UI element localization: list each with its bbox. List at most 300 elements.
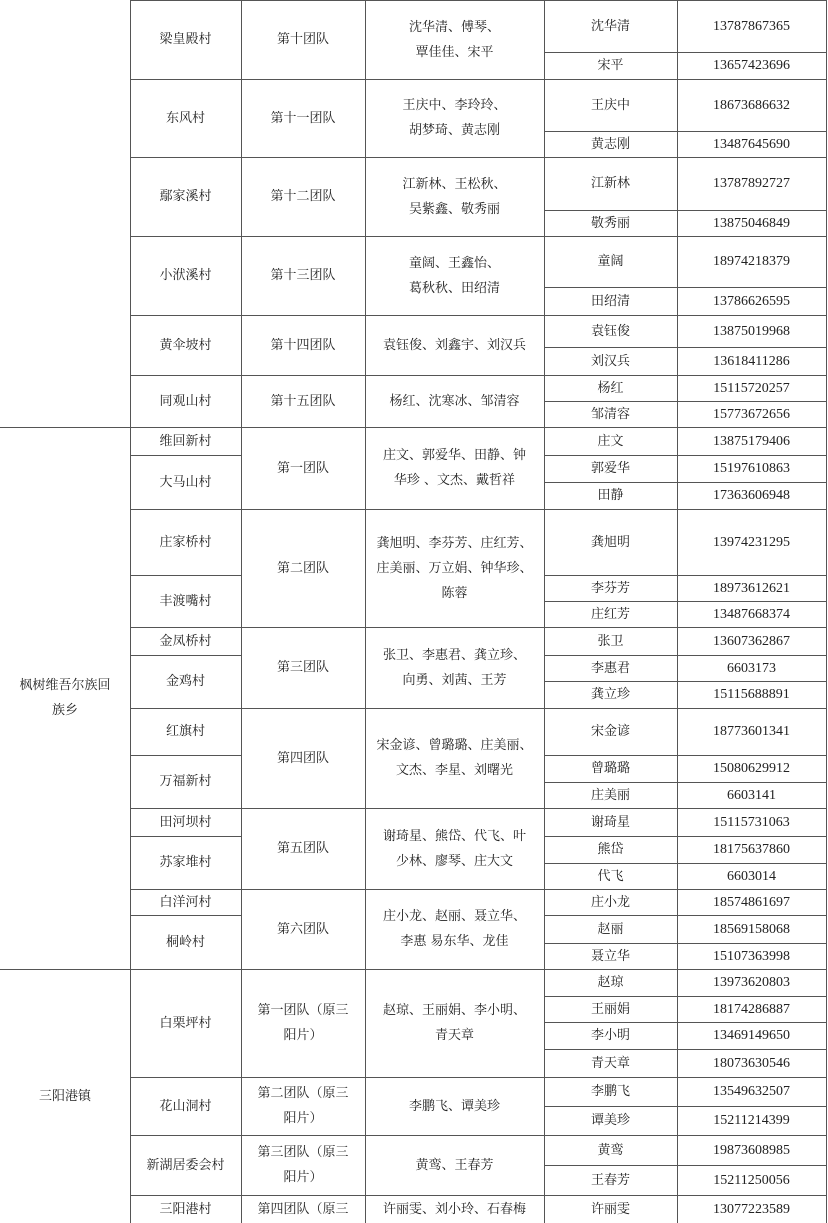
team-cell	[241, 79, 365, 157]
village-cell	[130, 808, 241, 836]
team-cell-text: 第五团队	[276, 841, 329, 856]
contact-phone-cell	[677, 863, 826, 889]
contact-name-cell	[544, 315, 677, 347]
contact-name-cell	[544, 655, 677, 681]
contact-phone-cell	[677, 79, 826, 131]
team-cell	[241, 627, 365, 708]
village-cell-text: 白栗坪村	[159, 1015, 212, 1031]
contact-phone-cell-text: 13787892727	[713, 176, 790, 191]
village-cell	[130, 236, 241, 315]
members-cell	[365, 509, 544, 627]
contact-name-cell-text: 龚旭明	[590, 534, 630, 550]
team-cell-text: 第三团队	[276, 660, 329, 675]
village-cell-text: 大马山村	[159, 474, 212, 490]
town-cell	[0, 0, 130, 427]
members-cell	[365, 627, 544, 708]
team-cell-text: 第十四团队	[270, 337, 336, 353]
contact-phone-cell-text: 15211214399	[713, 1113, 790, 1128]
contact-phone-cell	[677, 782, 826, 808]
contact-phone-cell-text: 15107363998	[713, 948, 790, 964]
contact-phone-cell-text: 19873608985	[713, 1142, 790, 1158]
contact-phone-cell-text: 13875179406	[713, 433, 790, 449]
village-cell	[130, 1077, 241, 1135]
contact-phone-cell	[677, 509, 826, 575]
contact-phone-cell-text: 6603141	[727, 787, 776, 803]
contact-name-cell-text: 许丽雯	[590, 1201, 630, 1217]
contact-name-cell-text: 刘汉兵	[590, 353, 630, 369]
grid-line-vertical	[677, 0, 678, 1223]
members-cell-text: 许丽雯、刘小玲、石春梅	[382, 1201, 526, 1217]
contact-name-cell	[544, 575, 677, 601]
town-cell-text: 枫树维吾尔族回 族乡	[19, 678, 111, 718]
village-cell-text: 花山洞村	[159, 1098, 212, 1114]
team-cell-text: 第四团队	[276, 750, 329, 766]
contact-phone-cell	[677, 131, 826, 157]
village-cell-text: 梁皇殿村	[159, 32, 212, 47]
grid-line-horizontal	[0, 427, 130, 428]
contact-phone-cell-text: 18569158068	[713, 921, 790, 937]
grid-line-horizontal	[130, 575, 241, 576]
contact-name-cell-text: 田绍清	[590, 293, 630, 309]
village-cell	[130, 969, 241, 1077]
contact-phone-cell	[677, 210, 826, 236]
contact-phone-cell	[677, 1135, 826, 1165]
contact-name-cell	[544, 236, 677, 287]
grid-line-horizontal	[544, 131, 826, 132]
contact-name-cell	[544, 996, 677, 1022]
contact-phone-cell	[677, 401, 826, 427]
village-cell	[130, 1195, 241, 1223]
contact-name-cell	[544, 0, 677, 52]
grid-line-horizontal	[544, 347, 826, 348]
contact-phone-cell-text: 18073630546	[713, 1055, 790, 1071]
contact-phone-cell-text: 13077223589	[713, 1201, 790, 1217]
village-cell	[130, 455, 241, 509]
contact-phone-cell-text: 13487668374	[713, 606, 790, 622]
contact-name-cell-text: 聂立华	[590, 948, 630, 964]
contact-name-cell-text: 谭美珍	[590, 1113, 630, 1128]
contact-name-cell	[544, 863, 677, 889]
contact-name-cell-text: 黄志刚	[590, 136, 630, 152]
team-cell-text: 第十五团队	[270, 393, 336, 409]
town-cell	[0, 427, 130, 969]
grid-line-horizontal	[544, 287, 826, 288]
contact-name-cell	[544, 210, 677, 236]
contact-phone-cell-text: 17363606948	[713, 488, 790, 503]
contact-name-cell-text: 庄文	[597, 433, 624, 449]
team-cell	[241, 157, 365, 236]
members-cell-text: 宋金谚、曾璐璐、庄美丽、 文杰、李星、刘曙光	[376, 738, 533, 778]
contact-phone-cell-text: 18773601341	[713, 724, 790, 739]
contact-name-cell-text: 庄小龙	[590, 894, 630, 910]
team-cell	[241, 509, 365, 627]
contact-name-cell	[544, 157, 677, 210]
contact-phone-cell-text: 6603014	[727, 868, 776, 884]
contact-phone-cell-text: 15211250056	[713, 1172, 790, 1188]
contact-name-cell	[544, 52, 677, 79]
grid-line-horizontal	[544, 863, 826, 864]
contact-name-cell-text: 宋金谚	[590, 724, 630, 739]
contact-name-cell-text: 赵琼	[597, 975, 624, 990]
grid-line-horizontal	[544, 52, 826, 53]
grid-line-horizontal	[544, 755, 826, 756]
contact-name-cell-text: 曾璐璐	[590, 761, 630, 776]
contact-phone-cell	[677, 375, 826, 401]
team-cell	[241, 1077, 365, 1135]
village-cell	[130, 427, 241, 455]
village-cell-text: 田河坝村	[159, 814, 212, 830]
village-cell	[130, 157, 241, 236]
contact-phone-cell	[677, 1165, 826, 1195]
contact-name-cell	[544, 1195, 677, 1223]
members-cell-text: 王庆中、李玲玲、 胡梦琦、黄志刚	[402, 98, 507, 138]
team-cell	[241, 0, 365, 79]
village-cell-text: 小洑溪村	[159, 268, 212, 283]
contact-phone-cell	[677, 889, 826, 915]
grid-line-horizontal	[544, 915, 826, 916]
team-cell	[241, 315, 365, 375]
contact-name-cell	[544, 1135, 677, 1165]
contact-phone-cell	[677, 1022, 826, 1049]
grid-line-horizontal	[544, 655, 826, 656]
contact-name-cell-text: 宋平	[597, 58, 624, 73]
grid-line-horizontal	[544, 1165, 826, 1166]
members-cell	[365, 375, 544, 427]
village-cell	[130, 0, 241, 79]
grid-line-horizontal	[544, 1049, 826, 1050]
contact-name-cell-text: 田静	[597, 488, 624, 503]
contact-phone-cell	[677, 0, 826, 52]
members-cell-text: 黄鸾、王春芳	[415, 1157, 494, 1173]
contact-phone-cell-text: 15197610863	[713, 461, 790, 476]
contact-name-cell	[544, 401, 677, 427]
contact-phone-cell-text: 13618411286	[713, 353, 790, 369]
contact-name-cell-text: 沈华清	[590, 18, 630, 34]
village-cell-text: 苏家堆村	[159, 855, 212, 870]
village-cell-text: 东风村	[165, 110, 205, 126]
grid-line-horizontal	[544, 575, 826, 576]
grid-line-horizontal	[544, 210, 826, 211]
contact-phone-cell	[677, 1077, 826, 1106]
team-cell-text: 第三团队（原三 阳片）	[257, 1145, 349, 1185]
contact-phone-cell-text: 13875019968	[713, 323, 790, 339]
village-cell	[130, 836, 241, 889]
team-cell-text: 第十团队	[276, 32, 329, 47]
team-cell	[241, 236, 365, 315]
contact-name-cell	[544, 808, 677, 836]
contact-name-cell	[544, 1022, 677, 1049]
contact-phone-cell	[677, 601, 826, 627]
contact-name-cell-text: 王丽娟	[590, 1001, 630, 1017]
contact-phone-cell-text: 15115720257	[713, 380, 790, 396]
contact-phone-cell-text: 13786626595	[713, 293, 790, 309]
team-cell	[241, 1135, 365, 1195]
village-cell-text: 维回新村	[159, 433, 212, 449]
contact-name-cell-text: 庄美丽	[590, 787, 630, 803]
contact-phone-cell-text: 18974218379	[713, 254, 790, 269]
members-cell-text: 杨红、沈寒冰、邹清容	[389, 393, 520, 409]
contact-name-cell	[544, 708, 677, 755]
grid-line-horizontal	[544, 482, 826, 483]
grid-line-vertical	[826, 0, 827, 1223]
members-cell-text: 赵琼、王丽娟、李小明、 青天章	[382, 1003, 526, 1043]
grid-line-horizontal	[544, 1106, 826, 1107]
village-cell-text: 桐岭村	[165, 934, 205, 950]
members-cell	[365, 0, 544, 79]
village-cell-text: 丰渡嘴村	[159, 593, 212, 609]
members-cell	[365, 969, 544, 1077]
village-cell	[130, 915, 241, 969]
contact-name-cell	[544, 601, 677, 627]
contact-name-cell	[544, 79, 677, 131]
team-cell-text: 第十三团队	[270, 268, 336, 283]
team-cell	[241, 808, 365, 889]
members-cell	[365, 1077, 544, 1135]
contact-phone-cell	[677, 755, 826, 782]
team-cell	[241, 375, 365, 427]
contact-phone-cell-text: 15115731063	[713, 814, 790, 830]
contact-name-cell	[544, 969, 677, 996]
team-cell-text: 第十二团队	[270, 189, 336, 204]
contact-phone-cell	[677, 915, 826, 943]
team-cell-text: 第一团队	[276, 460, 329, 476]
contact-phone-cell	[677, 1195, 826, 1223]
members-cell-text: 江新林、王松秋、 吴紫鑫、敬秀丽	[402, 176, 507, 217]
members-cell	[365, 79, 544, 157]
contact-phone-cell	[677, 996, 826, 1022]
town-cell-text: 三阳港镇	[38, 1088, 91, 1104]
contact-phone-cell	[677, 157, 826, 210]
contact-phone-cell	[677, 1106, 826, 1135]
grid-line-horizontal	[544, 401, 826, 402]
contact-name-cell-text: 代飞	[597, 868, 624, 884]
grid-line-horizontal	[130, 755, 241, 756]
members-cell-text: 庄小龙、赵丽、聂立华、 李惠 易东华、龙佳	[382, 909, 526, 949]
contact-phone-cell-text: 13875046849	[713, 215, 790, 231]
contact-name-cell	[544, 455, 677, 482]
contact-name-cell-text: 赵丽	[597, 921, 624, 937]
village-cell-text: 鄢家溪村	[159, 189, 212, 204]
contact-name-cell	[544, 889, 677, 915]
members-cell-text: 童阔、王鑫怡、 葛秋秋、田绍清	[408, 255, 500, 296]
village-cell-text: 金凤桥村	[159, 633, 212, 649]
contact-phone-cell-text: 13974231295	[713, 534, 790, 550]
grid-line-horizontal	[544, 996, 826, 997]
contact-phone-cell	[677, 708, 826, 755]
contact-name-cell-text: 李芬芳	[590, 580, 630, 596]
grid-line-vertical	[241, 0, 242, 1223]
village-cell-text: 同观山村	[159, 393, 212, 409]
contact-name-cell-text: 江新林	[590, 176, 630, 191]
contact-name-cell	[544, 681, 677, 708]
contact-phone-cell	[677, 427, 826, 455]
village-cell	[130, 79, 241, 157]
contact-phone-cell-text: 13469149650	[713, 1028, 790, 1043]
village-cell	[130, 509, 241, 575]
contact-name-cell-text: 李小明	[590, 1028, 630, 1043]
contact-name-cell-text: 张卫	[597, 633, 624, 649]
grid-line-vertical	[130, 0, 131, 1223]
members-cell	[365, 427, 544, 509]
contact-name-cell	[544, 755, 677, 782]
contact-name-cell	[544, 627, 677, 655]
contact-name-cell	[544, 427, 677, 455]
grid-line-horizontal	[544, 681, 826, 682]
contact-phone-cell	[677, 287, 826, 315]
contact-phone-cell-text: 18174286887	[713, 1001, 790, 1017]
members-cell-text: 龚旭明、李芬芳、庄红芳、 庄美丽、万立娟、钟华珍、 陈蓉	[376, 535, 533, 601]
contact-phone-cell	[677, 347, 826, 375]
members-cell-text: 袁钰俊、刘鑫宇、刘汉兵	[382, 337, 526, 353]
contact-name-cell	[544, 1049, 677, 1077]
contact-name-cell	[544, 375, 677, 401]
grid-line-horizontal	[130, 836, 241, 837]
contact-name-cell-text: 庄红芳	[590, 606, 630, 622]
team-cell-text: 第一团队（原三 阳片）	[257, 1003, 349, 1043]
contact-phone-cell	[677, 627, 826, 655]
village-cell-text: 红旗村	[165, 724, 205, 739]
members-cell	[365, 1135, 544, 1195]
village-cell-text: 万福新村	[159, 774, 212, 789]
members-cell-text: 李鹏飞、谭美珍	[408, 1098, 500, 1114]
village-cell-text: 金鸡村	[165, 674, 205, 689]
village-cell	[130, 655, 241, 708]
contact-name-cell	[544, 1077, 677, 1106]
contact-name-cell-text: 李鹏飞	[590, 1084, 630, 1099]
team-cell-text: 第六团队	[276, 921, 329, 937]
contact-name-cell-text: 郭爱华	[590, 461, 630, 476]
village-cell	[130, 315, 241, 375]
team-cell-text: 第二团队	[276, 560, 329, 576]
contact-name-cell-text: 袁钰俊	[590, 323, 630, 339]
grid-line-horizontal	[544, 601, 826, 602]
contact-name-cell-text: 王春芳	[590, 1172, 630, 1188]
village-cell	[130, 1135, 241, 1195]
members-cell	[365, 157, 544, 236]
contact-phone-cell	[677, 655, 826, 681]
contact-name-cell	[544, 915, 677, 943]
members-cell-text: 张卫、李惠君、龚立珍、 向勇、刘茜、王芳	[382, 647, 526, 688]
contact-phone-cell	[677, 52, 826, 79]
grid-line-vertical	[544, 0, 545, 1223]
members-cell	[365, 708, 544, 808]
town-cell	[0, 969, 130, 1223]
contact-phone-cell-text: 15773672656	[713, 406, 790, 422]
village-cell	[130, 375, 241, 427]
members-cell-text: 谢琦星、熊岱、代飞、叶 少林、廖琴、庄大文	[382, 828, 526, 869]
grid-line-vertical	[365, 0, 366, 1223]
contact-phone-cell-text: 13787867365	[713, 18, 790, 34]
team-cell-text: 第十一团队	[270, 110, 336, 126]
grid-line-horizontal	[130, 655, 241, 656]
team-cell-text: 第四团队（原三	[257, 1201, 349, 1217]
contact-name-cell	[544, 347, 677, 375]
village-cell-text: 三阳港村	[159, 1201, 212, 1217]
contact-name-cell	[544, 131, 677, 157]
village-cell	[130, 575, 241, 627]
contact-phone-cell-text: 13487645690	[713, 136, 790, 152]
contact-phone-cell-text: 18574861697	[713, 894, 790, 910]
members-cell-text: 沈华清、傅琴、 覃佳佳、宋平	[408, 19, 500, 60]
contact-name-cell	[544, 782, 677, 808]
contact-phone-cell	[677, 808, 826, 836]
contact-phone-cell	[677, 575, 826, 601]
grid-line-horizontal	[544, 943, 826, 944]
grid-line-horizontal	[130, 455, 241, 456]
contact-phone-cell-text: 6603173	[727, 660, 776, 676]
contact-name-cell-text: 熊岱	[597, 842, 624, 857]
members-cell	[365, 889, 544, 969]
village-cell	[130, 755, 241, 808]
contact-name-cell	[544, 943, 677, 969]
contact-phone-cell	[677, 315, 826, 347]
village-cell-text: 庄家桥村	[159, 534, 212, 550]
contact-name-cell-text: 黄鸾	[597, 1142, 624, 1158]
contact-phone-cell-text: 18973612621	[713, 580, 790, 596]
contact-name-cell	[544, 509, 677, 575]
contact-phone-cell-text: 13657423696	[713, 58, 790, 73]
team-cell-text: 第二团队（原三 阳片）	[257, 1086, 349, 1126]
contact-name-cell	[544, 1106, 677, 1135]
contact-name-cell-text: 敬秀丽	[590, 215, 630, 231]
contact-name-cell	[544, 836, 677, 863]
village-cell	[130, 708, 241, 755]
contact-phone-cell	[677, 482, 826, 509]
members-cell	[365, 236, 544, 315]
contact-phone-cell-text: 15080629912	[713, 761, 790, 776]
members-cell-text: 庄文、郭爱华、田静、钟 华珍 、文杰、戴哲祥	[382, 448, 526, 488]
members-cell	[365, 1195, 544, 1223]
grid-line-horizontal	[130, 915, 241, 916]
team-cell	[241, 889, 365, 969]
village-cell-text: 新湖居委会村	[146, 1157, 225, 1173]
members-cell	[365, 808, 544, 889]
contact-phone-cell-text: 18673686632	[713, 97, 790, 113]
contact-name-cell	[544, 1165, 677, 1195]
contact-name-cell-text: 李惠君	[590, 660, 630, 676]
contact-name-cell-text: 邹清容	[590, 406, 630, 422]
contact-phone-cell	[677, 943, 826, 969]
team-cell	[241, 427, 365, 509]
contact-phone-cell-text: 13607362867	[713, 633, 790, 649]
team-cell	[241, 969, 365, 1077]
contact-phone-cell-text: 15115688891	[713, 687, 790, 702]
grid-line-horizontal	[544, 836, 826, 837]
grid-line-horizontal	[544, 782, 826, 783]
team-cell	[241, 1195, 365, 1223]
contact-name-cell-text: 龚立珍	[590, 687, 630, 702]
contact-name-cell-text: 杨红	[597, 380, 624, 396]
contact-phone-cell-text: 13549632507	[713, 1084, 790, 1099]
members-cell	[365, 315, 544, 375]
contact-name-cell-text: 青天章	[590, 1055, 630, 1071]
contact-phone-cell	[677, 681, 826, 708]
contact-phone-cell	[677, 969, 826, 996]
contact-phone-cell-text: 13973620803	[713, 975, 790, 990]
contact-name-cell-text: 童阔	[597, 254, 624, 269]
village-cell	[130, 627, 241, 655]
village-cell-text: 白洋河村	[159, 894, 212, 910]
contact-name-cell	[544, 287, 677, 315]
grid-line-horizontal	[544, 455, 826, 456]
grid-line-horizontal	[0, 969, 130, 970]
grid-line-horizontal	[544, 1022, 826, 1023]
contact-phone-cell	[677, 836, 826, 863]
contact-name-cell-text: 谢琦星	[590, 814, 630, 830]
contact-phone-cell	[677, 236, 826, 287]
contact-phone-cell	[677, 1049, 826, 1077]
village-cell-text: 黄伞坡村	[159, 337, 212, 353]
